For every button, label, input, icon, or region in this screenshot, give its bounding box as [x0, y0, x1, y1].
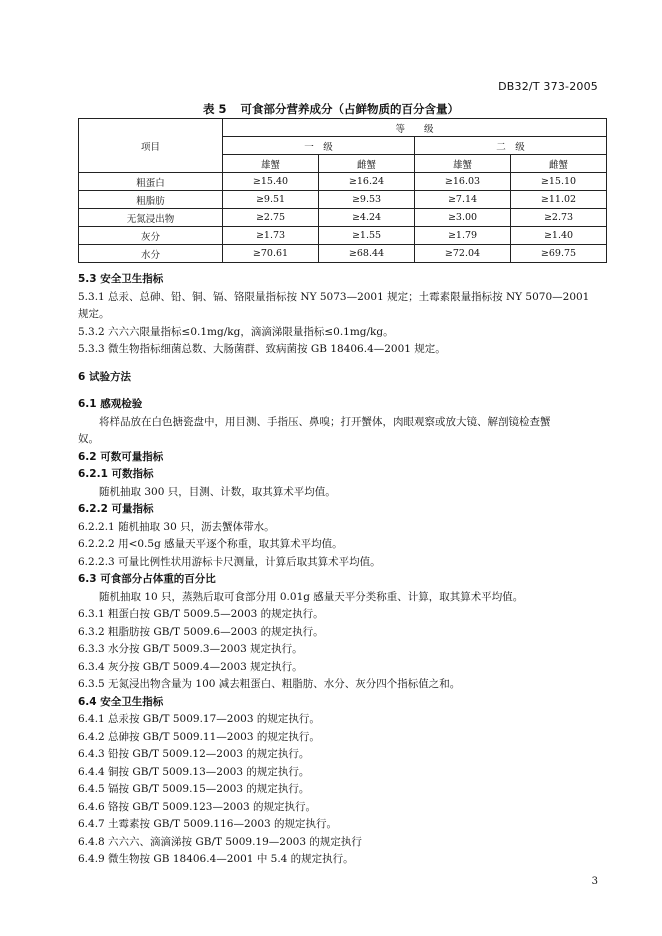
section-heading: 5.3 安全卫生指标 [78, 273, 164, 285]
clause: 6.3.5 无氮浸出物含量为 100 减去粗蛋白、粗脂肪、水分、灰分四个指标值之和。 [78, 678, 461, 690]
cell-value: ≥1.40 [511, 227, 607, 245]
cell-value: ≥2.73 [511, 209, 607, 227]
cell-value: ≥15.10 [511, 173, 607, 191]
clause: 6.2.2.2 用<0.5g 感量天平逐个称重，取其算术平均值。 [78, 538, 343, 550]
row-label: 灰分 [79, 227, 223, 245]
header-female: 雌蟹 [319, 155, 415, 173]
clause: 5.3.1 总汞、总砷、铅、铜、镉、铬限量指标按 NY 5073—2001 规定；土霉素限量指标按 NY 5070—2001 [78, 290, 590, 303]
clause: 6.3.1 粗蛋白按 GB/T 5009.5—2003 的规定执行。 [78, 608, 324, 620]
header-female: 雌蟹 [511, 155, 607, 173]
cell-value: ≥7.14 [415, 191, 511, 209]
clause-continuation: 规定。 [78, 308, 110, 320]
cell-value: ≥69.75 [511, 245, 607, 263]
clause: 6.3.3 水分按 GB/T 5009.3—2003 规定执行。 [78, 643, 303, 655]
clause: 6.4.6 铬按 GB/T 5009.123—2003 的规定执行。 [78, 800, 317, 813]
page-number: 3 [591, 876, 598, 887]
clause: 6.4.9 微生物按 GB 18406.4—2001 中 5.4 的规定执行。 [78, 853, 354, 865]
clause: 6.2.2.3 可量比例性状用游标卡尺测量，计算后取其算术平均值。 [78, 555, 381, 568]
clause: 6.4.5 镉按 GB/T 5009.15—2003 的规定执行。 [78, 783, 310, 795]
table-caption [0, 101, 662, 117]
subsection-heading: 6.2.2 可量指标 [78, 503, 154, 515]
header-male: 雄蟹 [415, 155, 511, 173]
table-row [79, 245, 607, 263]
table-row [79, 209, 607, 227]
table-header-row [79, 119, 607, 137]
cell-value: ≥2.75 [223, 209, 319, 227]
row-label: 粗蛋白 [79, 173, 223, 191]
cell-value: ≥68.44 [319, 245, 415, 263]
row-label: 无氮浸出物 [79, 209, 223, 227]
cell-value: ≥1.55 [319, 227, 415, 245]
standard-code: DB32/T 373-2005 [498, 80, 598, 93]
row-label: 粗脂肪 [79, 191, 223, 209]
clause: 6.4.1 总汞按 GB/T 5009.17—2003 的规定执行。 [78, 713, 320, 725]
clause: 6.3.4 灰分按 GB/T 5009.4—2003 规定执行。 [78, 660, 303, 673]
clause: 6.4.2 总砷按 GB/T 5009.11—2003 的规定执行。 [78, 730, 320, 743]
cell-value: ≥70.61 [223, 245, 319, 263]
paragraph-continuation: 奴。 [78, 433, 99, 445]
section-heading: 6.1 感观检验 [78, 398, 143, 410]
document-body [78, 271, 606, 869]
clause: 6.3.2 粗脂肪按 GB/T 5009.6—2003 的规定执行。 [78, 625, 324, 638]
table-caption-number: 表 5 [202, 102, 227, 116]
cell-value: ≥16.24 [319, 173, 415, 191]
cell-value: ≥1.79 [415, 227, 511, 245]
clause: 5.3.3 微生物指标细菌总数、大肠菌群、致病菌按 GB 18406.4—2001 规定。 [78, 343, 446, 355]
paragraph: 将样品放在白色搪瓷盘中，用目测、手指压、鼻嗅；打开蟹体，肉眼观察或放大镜、解剖镜检查蟹 [99, 415, 551, 428]
clause: 6.4.4 铜按 GB/T 5009.13—2003 的规定执行。 [78, 765, 310, 778]
cell-value: ≥16.03 [415, 173, 511, 191]
clause: 6.4.8 六六六、滴滴涕按 GB/T 5009.19—2003 的规定执行 [78, 835, 362, 848]
cell-value: ≥9.53 [319, 191, 415, 209]
section-heading: 6.3 可食部分占体重的百分比 [78, 573, 216, 585]
paragraph: 随机抽取 300 只，目测、计数，取其算术平均值。 [99, 485, 336, 498]
header-male: 雄蟹 [223, 155, 319, 173]
cell-value: ≥4.24 [319, 209, 415, 227]
cell-value: ≥9.51 [223, 191, 319, 209]
cell-value: ≥72.04 [415, 245, 511, 263]
table-row [79, 191, 607, 209]
paragraph: 随机抽取 10 只，蒸熟后取可食部分用 0.01g 感量天平分类称重、计算，取其算术平均值。 [99, 590, 524, 603]
header-grade-1: 一 级 [223, 137, 415, 155]
nutrition-table [78, 118, 607, 263]
header-item: 项目 [79, 119, 223, 173]
subsection-heading: 6.2.1 可数指标 [78, 468, 154, 480]
row-label: 水分 [79, 245, 223, 263]
section-heading: 6.4 安全卫生指标 [78, 695, 164, 708]
cell-value: ≥11.02 [511, 191, 607, 209]
clause: 5.3.2 六六六限量指标≤0.1mg/kg，滴滴涕限量指标≤0.1mg/kg。 [78, 325, 394, 338]
cell-value: ≥1.73 [223, 227, 319, 245]
cell-value: ≥15.40 [223, 173, 319, 191]
table-row [79, 173, 607, 191]
header-grade-2: 二 级 [415, 137, 607, 155]
header-grade: 等 级 [223, 119, 607, 137]
section-heading: 6.2 可数可量指标 [78, 450, 164, 463]
cell-value: ≥3.00 [415, 209, 511, 227]
clause: 6.2.2.1 随机抽取 30 只，沥去蟹体带水。 [78, 520, 275, 533]
table-caption-title: 可食部分营养成分（占鲜物质的百分含量） [240, 102, 459, 116]
clause: 6.4.3 铅按 GB/T 5009.12—2003 的规定执行。 [78, 748, 310, 760]
clause: 6.4.7 土霉素按 GB/T 5009.116—2003 的规定执行。 [78, 818, 338, 830]
chapter-heading: 6 试验方法 [78, 370, 131, 383]
table-row [79, 227, 607, 245]
